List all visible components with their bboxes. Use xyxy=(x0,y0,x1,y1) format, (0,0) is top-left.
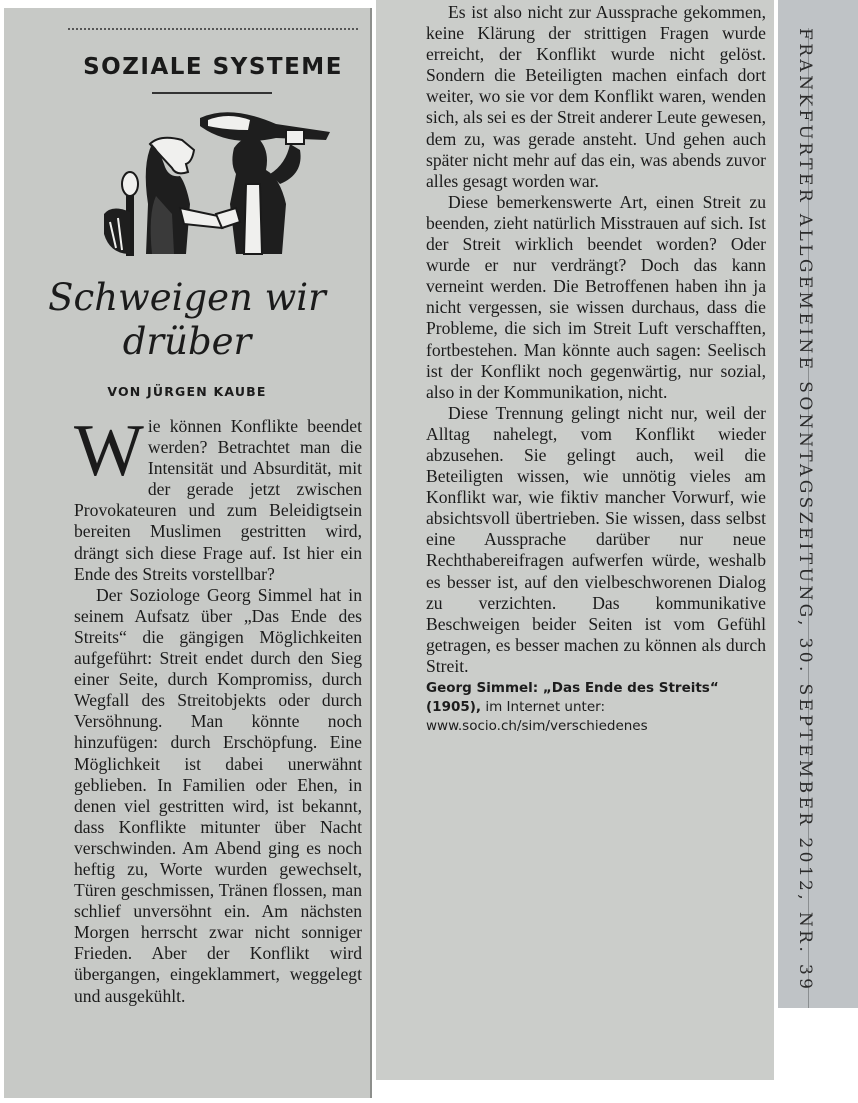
left-body-text xyxy=(74,410,362,1007)
rubric-label: SOZIALE SYSTEME xyxy=(83,54,343,80)
paragraph-4: Diese bemerkenswerte Art, einen Streit zu beenden, zieht natürlich Misstrauen auf sich. Ist der Streit wirklich beendet worden? Oder wurde er nur verdrängt? Doch das kann verneint werden. Die Betroffenen haben ihn ja nicht vergessen, sie wissen durchaus, dass die Probleme, die sich im Streit Luft verschafften, fortbestehen. Man könnte auch sagen: Seelisch ist der Konflikt noch gegenwärtig, nur sozial, also in der Kommunikation, nicht. xyxy=(426,191,766,402)
byline: VON JÜRGEN KAUBE xyxy=(107,384,267,399)
paragraph-2: Der Soziologe Georg Simmel hat in seinem Aufsatz über „Das Ende des Streits“ die gängigen Möglichkeiten aufgeführt: Streit endet durch den Sieg einer Seite, durch Kompromiss, durch Wegfall des Streitobjekts oder durch Versöhnung. Man könnte noch hinzufügen: durch Erschöpfung. Eine Möglichkeit ist dabei unerwähnt geblieben. In Familien oder Ehen, in denen viel gestritten wird, ist bekannt, dass Konflikte mitunter über Nacht verschwinden. Am Abend ging es noch heftig zu, Worte wurden gewechselt, Türen geschmissen, Tränen flossen, man schlief unversöhnt ein. Am nächsten Morgen herrscht zwar nicht sonniger Frieden. Aber der Konflikt wird übergangen, eingeklammert, weggelegt und ausgekühlt. xyxy=(74,584,362,1006)
source-url: im Internet unter: www.socio.ch/sim/verschiedenes xyxy=(426,699,648,734)
paragraph-1-text: ie können Konflikte beendet werden? Betrachtet man die Intensität und Absurdität, mit der gerade jetzt zwischen Provokateuren und zum Beleidigtsein bereiten Muslimen gestritten wird, drängt sich diese Frage auf. Ist hier ein Ende des Streits vorstellbar? xyxy=(74,416,362,584)
paragraph-3: Es ist also nicht zur Aussprache gekommen, keine Klärung der strittigen Fragen wurde erreicht, der Konflikt wurde nicht gelöst. Sondern die Beteiligten machen einfach dort weiter, wo sie vor dem Konflikt waren, wenden sich, als sei es der Streit anderer Leute gewesen, dem zu, was gerade ansteht. Und gehen auch später nicht mehr auf das ein, was abends zuvor alles gesagt worden war. xyxy=(426,2,767,191)
article-title xyxy=(4,276,370,364)
masthead-text: FRANKFURTER ALLGEMEINE SONNTAGSZEITUNG, 30. SEPTEMBER 2012, NR. 39 xyxy=(795,28,815,993)
title-line-2: drüber xyxy=(122,320,252,363)
rubric-box xyxy=(68,28,358,94)
masthead-strip xyxy=(778,0,858,1008)
left-column xyxy=(4,8,370,1098)
dropcap: W xyxy=(74,410,144,492)
paragraph-5: Diese Trennung gelingt nicht nur, weil der Alltag nahelegt, vom Konflikt wieder abzusehen. Sie gelingt auch, weil die Beteiligten wissen, wie unnötig vieles am Konflikt war, wie fiktiv mancher Vorwurf, wie absichtsvoll übertrieben. Sie wissen, dass selbst eine Aussprache darüber nur neue Rechthabereifragen aufwerfen würde, weshalb es besser ist, auf den vielbeschworenen Dialog zu verzichten. Das kommunikative Beschweigen beider Seiten ist vom Gefühl getragen, es besser machen zu können als durch Streit. xyxy=(426,402,766,676)
column-divider xyxy=(370,8,372,1098)
right-column xyxy=(376,0,774,1080)
paragraph-1 xyxy=(74,410,362,585)
right-body-text xyxy=(426,2,766,736)
rubric-underline xyxy=(152,92,272,94)
source-title: Georg Simmel: „Das Ende des Streits“ (1905), xyxy=(426,680,719,715)
title-line-1: Schweigen wir xyxy=(48,276,326,319)
source-note xyxy=(426,679,766,736)
handshake-illustration xyxy=(90,104,340,264)
